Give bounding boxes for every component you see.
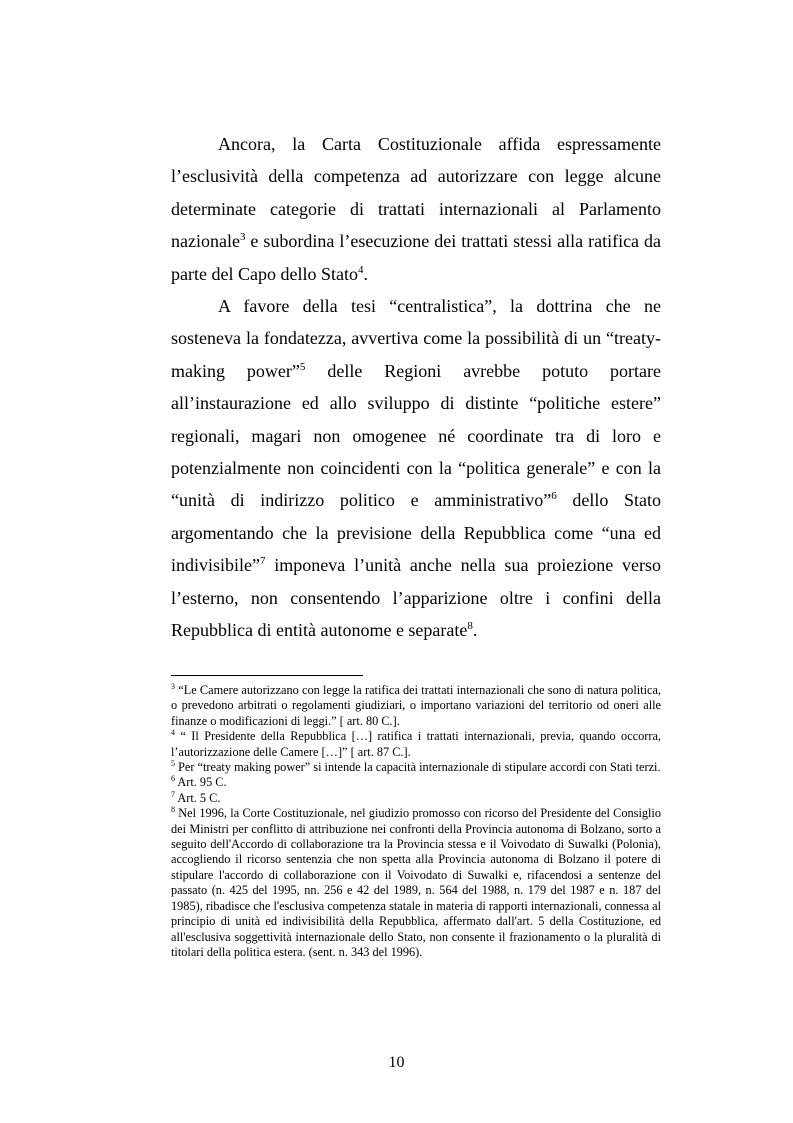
footnote-number: 3 [171,682,175,691]
footnote-number: 6 [171,774,175,784]
page-number: 10 [388,1054,405,1071]
footnote [171,683,661,729]
footnote-text: “Le Camere autorizzano con legge la ratifica dei trattati internazionali che sono di natura politica, o prevedono arbitrati o regolamenti giudiziari, o importano variazioni del territorio od oneri alle finanze o modificazioni di leggi.” [ art. 80 C.]. [171,683,661,728]
paragraph-text: imponeva l’unità anche nella sua proiezione verso l’esterno, non consentendo l’apparizione oltre i confini della Repubblica di entità autonome e separate [171,555,661,641]
footnote-reference: 3 [239,231,246,244]
footnote-text: Nel 1996, la Corte Costituzionale, nel giudizio promosso con ricorso del Presidente del Consiglio dei Ministri per conflitto di attribuzione nei confronti della Provincia autonoma di Bolzano, sorto a seguito dell'Accordo di collaborazione tra la Provincia stessa e il Voivodato di Suwalki (Polonia), accogliendo il ricorso sentenzia che non spetta alla Provincia autonoma di Bolzano il potere di stipulare l'accordo di collaborazione con il Voivodato di Suwalki e, rifacendosi a sentenze del passato (n. 425 del 1995, nn. 256 e 42 del 1989, n. 564 del 1988, n. 179 del 1987 e n. 187 del 1985), ribadisce che l'esclusiva competenza statale in materia di rapporti internazionali, connessa al principio di unità ed indivisibilità della Repubblica, affermato dall'art. 5 della Costituzione, ed all'esclusiva soggettività internazionale dello Stato, non consente il frazionamento o la pluralità di titolari della politica estera. (sent. n. 343 del 1996). [171,806,661,959]
body-paragraph [171,128,661,290]
footnote [171,791,661,806]
footnote-text: Art. 5 C. [175,790,221,805]
footnotes [171,683,661,960]
paragraph-text: A favore della tesi “centralistica”, la dottrina che ne sosteneva la fondatezza, avvertiva come la possibilità di un “treaty-making power” [171,296,661,381]
footnote-reference: 8 [467,620,473,633]
footnote [171,775,661,790]
footnote-text: Art. 95 C. [175,775,227,790]
paragraph-text: Ancora, la Carta Costituzionale affida espressamente l’esclusività della competenza ad autorizzare con legge alcune determinate categorie di trattati internazionali al Parlamento nazionale [171,134,661,252]
paragraph-text: . [363,263,368,284]
footnote-number: 7 [171,789,175,799]
footnote [171,729,661,760]
body-paragraph [171,290,661,646]
footnote-reference: 4 [357,263,364,276]
paragraph-text: delle Regioni avrebbe potuto portare all’instaurazione ed allo sviluppo di distinte “politiche estere” regionali, magari non omogenee né coordinate tra di loro e potenzialmente non coincidenti con la “politica generale” e con la “unità di indirizzo politico e amministrativo” [171,360,661,511]
footnote-reference: 7 [260,555,266,568]
footnote [171,806,661,960]
paragraph-text: . [472,620,478,641]
footnote-text: Per “treaty making power” si intende la capacità internazionale di stipulare accordi con Stati terzi. [175,760,661,775]
paragraph-text: dello Stato argomentando che la previsione della Repubblica come “una ed indivisibile” [171,490,661,576]
footnote-number: 4 [171,728,175,738]
footnote [171,760,661,775]
footnote-number: 8 [171,805,175,815]
body-text [171,128,661,647]
footnote-reference: 5 [299,360,306,373]
footnote-reference: 6 [551,490,557,503]
footnote-number: 5 [171,759,175,769]
footnote-text: “ Il Presidente della Repubblica […] ratifica i trattati internazionali, previa, quando occorra, l’autorizzazione delle Camere […]” [ art. 87 C.]. [171,729,661,759]
footnote-separator [171,675,363,676]
paragraph-text: e subordina l’esecuzione dei trattati stessi alla ratifica da parte del Capo dello Stato [171,231,661,284]
